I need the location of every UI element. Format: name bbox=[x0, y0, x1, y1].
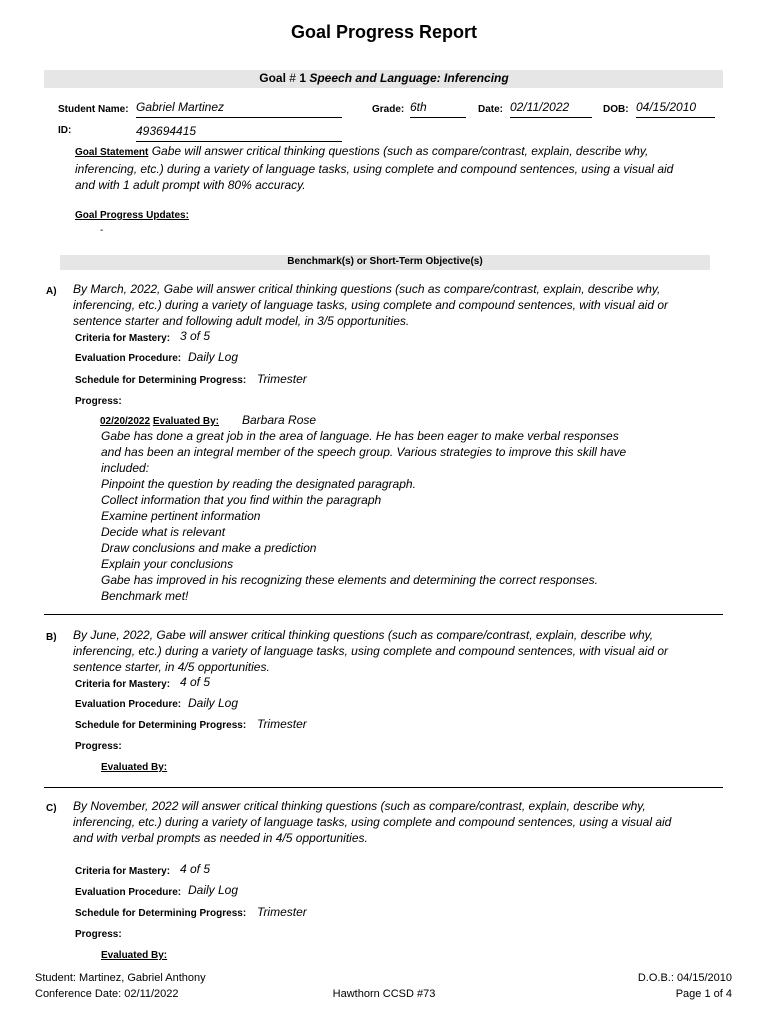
page-title: Goal Progress Report bbox=[290, 22, 478, 42]
student-name-value: Gabriel Martinez bbox=[136, 100, 342, 118]
goal-statement-line3: and with 1 adult prompt with 80% accuracy. bbox=[75, 178, 306, 192]
goal-statement bbox=[75, 143, 725, 193]
goal-statement-label: Goal Statement bbox=[75, 147, 149, 158]
objective-c-criteria-label: Criteria for Mastery: bbox=[75, 866, 171, 877]
objective-c-letter: C) bbox=[46, 803, 57, 814]
benchmark-header: Benchmark(s) or Short-Term Objective(s) bbox=[287, 256, 483, 267]
objective-a-schedule-value: Trimester bbox=[257, 372, 307, 386]
section-divider bbox=[44, 787, 723, 788]
objective-c-procedure-value: Daily Log bbox=[188, 883, 239, 897]
date-label: Date: bbox=[478, 104, 504, 115]
objective-c-line3: and with verbal prompts as needed in 4/5 opportunities. bbox=[73, 831, 368, 845]
objective-c-line1: By November, 2022 will answer critical thinking questions (such as compare/contrast, explain, describe why, bbox=[73, 799, 646, 813]
objective-c-procedure-label: Evaluation Procedure: bbox=[75, 887, 182, 898]
dob-label: DOB: bbox=[603, 104, 629, 115]
objective-b-evaluated-by-label: Evaluated By: bbox=[101, 762, 168, 773]
goal-statement-line2: inferencing, etc.) during a variety of language tasks, using complete and compound sentences, using a visual aid bbox=[75, 162, 674, 176]
id-label: ID: bbox=[58, 125, 72, 136]
progress-note-line: Gabe has improved in his recognizing these elements and determining the correct responses. bbox=[101, 573, 598, 587]
objective-b-line2: inferencing, etc.) during a variety of language tasks, using complete and compound sentences, with visual aid or bbox=[73, 644, 669, 658]
objective-a-evaluation-line bbox=[100, 416, 219, 427]
objective-b-text bbox=[73, 627, 733, 675]
date-value: 02/11/2022 bbox=[510, 100, 592, 118]
objective-a-evaluated-by-label: Evaluated By: bbox=[152, 416, 219, 427]
goal-header bbox=[0, 71, 768, 85]
objective-b-schedule-label: Schedule for Determining Progress: bbox=[75, 720, 247, 731]
goal-number: 1 bbox=[299, 71, 306, 85]
progress-note-line: Collect information that you find within the paragraph bbox=[101, 493, 382, 507]
objective-a-criteria-value: 3 of 5 bbox=[180, 329, 211, 343]
objective-c-schedule-label: Schedule for Determining Progress: bbox=[75, 908, 247, 919]
objective-a-procedure-label: Evaluation Procedure: bbox=[75, 353, 182, 364]
objective-c-text bbox=[73, 798, 733, 846]
objective-c-progress-label: Progress: bbox=[75, 929, 122, 940]
progress-note-line: Pinpoint the question by reading the designated paragraph. bbox=[101, 477, 416, 491]
goal-progress-updates-label: Goal Progress Updates: bbox=[75, 210, 189, 221]
progress-note-line: and has been an integral member of the speech group. Various strategies to improve this skill have bbox=[101, 445, 627, 459]
progress-note-line: Explain your conclusions bbox=[101, 557, 234, 571]
progress-note-line: Benchmark met! bbox=[101, 589, 189, 603]
footer-district: Hawthorn CCSD #73 bbox=[332, 988, 436, 1000]
objective-a-line3: sentence starter and following adult model, in 3/5 opportunities. bbox=[73, 314, 410, 328]
objective-a-line2: inferencing, etc.) during a variety of language tasks, using complete and compound sentences, with visual aid or bbox=[73, 298, 669, 312]
objective-b-letter: B) bbox=[46, 632, 57, 643]
student-name-label: Student Name: bbox=[58, 104, 129, 115]
objective-a-evaluator: Barbara Rose bbox=[242, 413, 317, 427]
objective-c-line2: inferencing, etc.) during a variety of language tasks, using complete and compound sentences, using a visual aid bbox=[73, 815, 672, 829]
objective-b-progress-label: Progress: bbox=[75, 741, 122, 752]
progress-note-line: Gabe has done a great job in the area of language. He has been eager to make verbal responses bbox=[101, 429, 619, 443]
goal-hash: # bbox=[289, 71, 296, 85]
objective-c-criteria-value: 4 of 5 bbox=[180, 862, 211, 876]
objective-a-schedule-label: Schedule for Determining Progress: bbox=[75, 375, 247, 386]
objective-b-procedure-value: Daily Log bbox=[188, 696, 239, 710]
objective-a-procedure-value: Daily Log bbox=[188, 350, 239, 364]
objective-b-procedure-label: Evaluation Procedure: bbox=[75, 699, 182, 710]
objective-a-progress-notes bbox=[101, 428, 721, 604]
objective-b-line1: By June, 2022, Gabe will answer critical thinking questions (such as compare/contrast, explain, describe why, bbox=[73, 628, 654, 642]
objective-b-schedule-value: Trimester bbox=[257, 717, 307, 731]
dob-value: 04/15/2010 bbox=[636, 100, 715, 118]
objective-a-progress-label: Progress: bbox=[75, 396, 122, 407]
progress-note-line: Examine pertinent information bbox=[101, 509, 261, 523]
footer-conference-date: Conference Date: 02/11/2022 bbox=[35, 988, 179, 1000]
progress-note-line: included: bbox=[101, 461, 150, 475]
footer-dob: D.O.B.: 04/15/2010 bbox=[637, 972, 732, 984]
goal-prefix: Goal bbox=[259, 71, 286, 85]
grade-label: Grade: bbox=[372, 104, 405, 115]
objective-b-criteria-label: Criteria for Mastery: bbox=[75, 679, 171, 690]
objective-c-schedule-value: Trimester bbox=[257, 905, 307, 919]
goal-statement-line1: Gabe will answer critical thinking questions (such as compare/contrast, explain, describe why, bbox=[151, 144, 649, 158]
objective-a-line1: By March, 2022, Gabe will answer critical thinking questions (such as compare/contrast, explain, describe why, bbox=[73, 282, 661, 296]
progress-note-line: Draw conclusions and make a prediction bbox=[101, 541, 317, 555]
objective-a-letter: A) bbox=[46, 286, 57, 297]
footer-page-number: Page 1 of 4 bbox=[675, 988, 732, 1000]
objective-b-criteria-value: 4 of 5 bbox=[180, 675, 211, 689]
objective-a-progress-date: 02/20/2022 bbox=[100, 416, 151, 427]
id-value: 493694415 bbox=[136, 124, 342, 142]
progress-note-line: Decide what is relevant bbox=[101, 525, 226, 539]
footer-student: Student: Martinez, Gabriel Anthony bbox=[35, 972, 206, 984]
grade-value: 6th bbox=[410, 100, 466, 118]
section-divider bbox=[44, 614, 723, 615]
progress-updates-mark: - bbox=[100, 225, 104, 236]
objective-a-text bbox=[73, 281, 733, 329]
objective-c-evaluated-by-label: Evaluated By: bbox=[101, 950, 168, 961]
objective-a-criteria-label: Criteria for Mastery: bbox=[75, 333, 171, 344]
objective-b-line3: sentence starter, in 4/5 opportunities. bbox=[73, 660, 270, 674]
goal-area: Speech and Language: Inferencing bbox=[309, 71, 509, 85]
